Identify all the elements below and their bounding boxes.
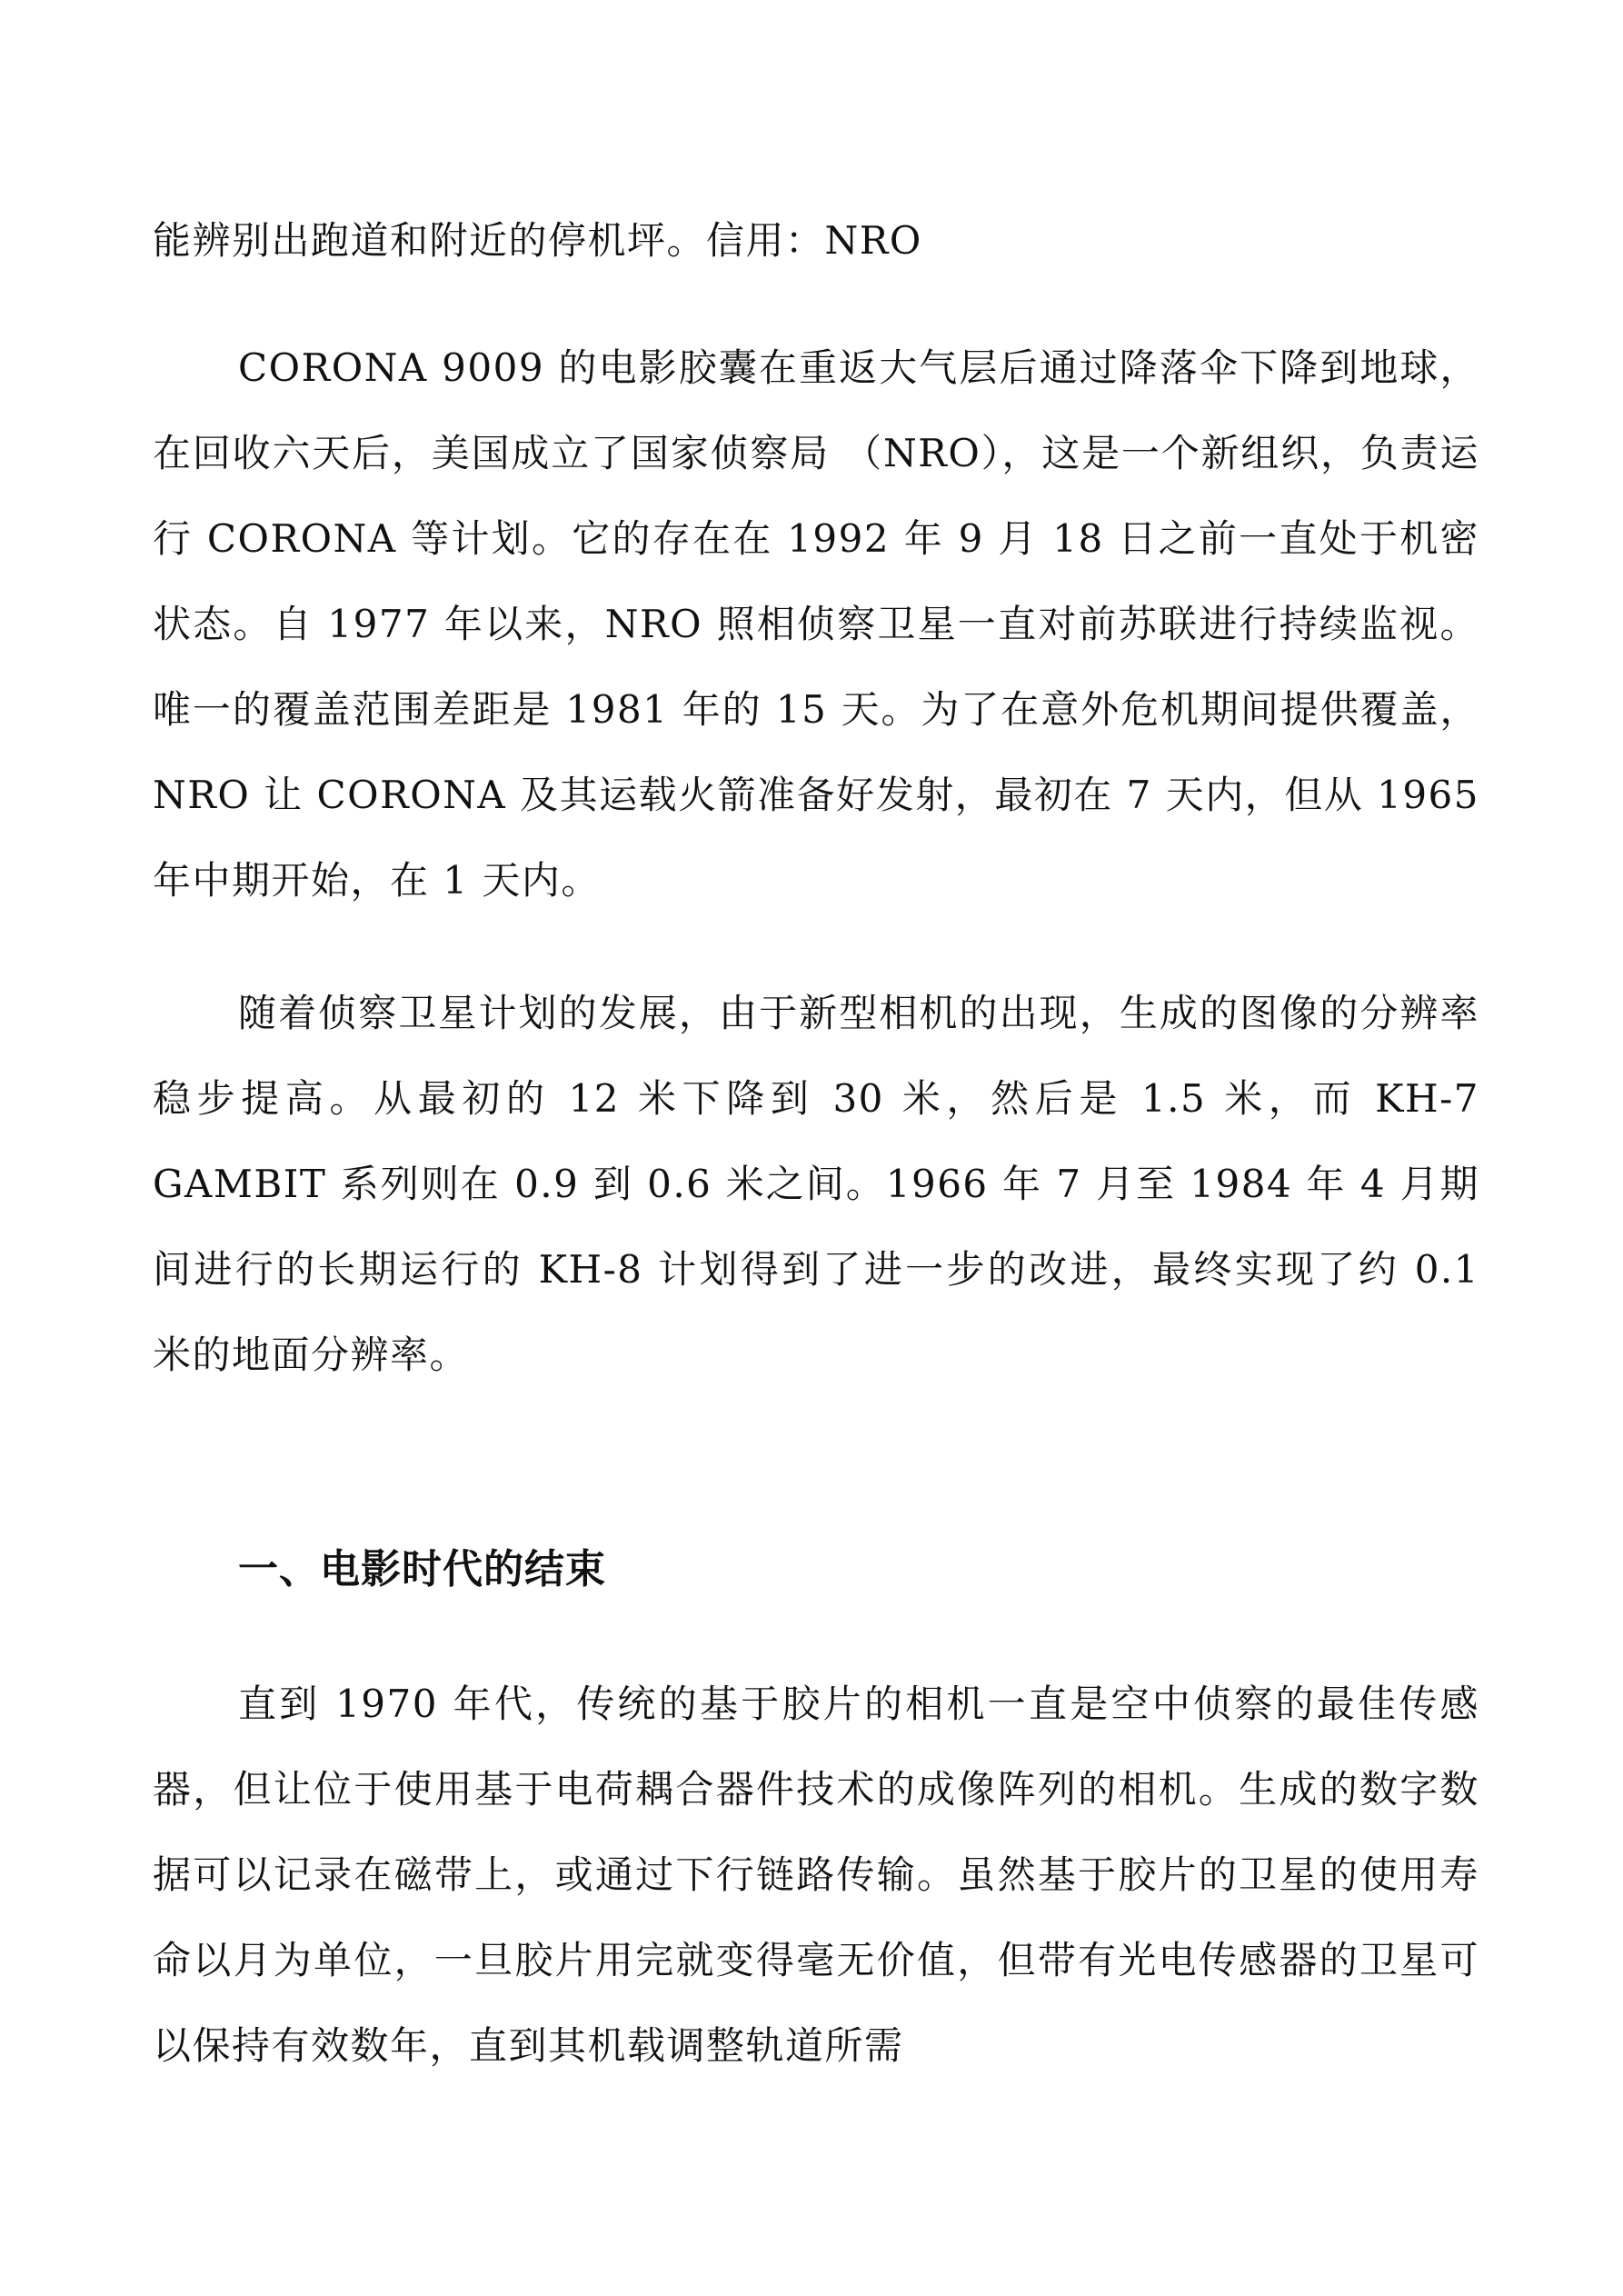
paragraph-continuation: 能辨别出跑道和附近的停机坪。信用：NRO (153, 218, 922, 263)
paragraph-end-of-film-era: 直到 1970 年代，传统的基于胶片的相机一直是空中侦察的最佳传感器，但让位于使用基于电荷耦合器件技术的成像阵列的相机。生成的数字数据可以记录在磁带上，或通过下行链路传输。虽然基于胶片的卫星的使用寿命以月为单位，一旦胶片用完就变得毫无价值，但带有光电传感器的卫星可以保持有效数年，直到其机载调整轨道所需 (153, 1682, 1479, 2068)
paragraph-resolution-progress: 随着侦察卫星计划的发展，由于新型相机的出现，生成的图像的分辨率稳步提高。从最初的 12 米下降到 30 米，然后是 1.5 米，而 KH-7 GAMBIT 系列则在 0.9 到 0.6 米之间。1966 年 7 月至 1984 年 4 月期间进行的长期运行的 KH-8 计划得到了进一步的改进，最终实现了约 0.1 米的地面分辨率。 (153, 991, 1479, 1377)
paragraph-corona-nro: CORONA 9009 的电影胶囊在重返大气层后通过降落伞下降到地球，在回收六天后，美国成立了国家侦察局 （NRO），这是一个新组织，负责运行 CORONA 等计划。它的存在在 1992 年 9 月 18 日之前一直处于机密状态。自 1977 年以来，NRO 照相侦察卫星一直对前苏联进行持续监视。唯一的覆盖范围差距是 1981 年的 15 天。为了在意外危机期间提供覆盖，NRO 让 CORONA 及其运载火箭准备好发射，最初在 7 天内，但从 1965 年中期开始，在 1 天内。 (153, 345, 1479, 903)
section-heading: 一、电影时代的结束 (238, 1546, 606, 1592)
